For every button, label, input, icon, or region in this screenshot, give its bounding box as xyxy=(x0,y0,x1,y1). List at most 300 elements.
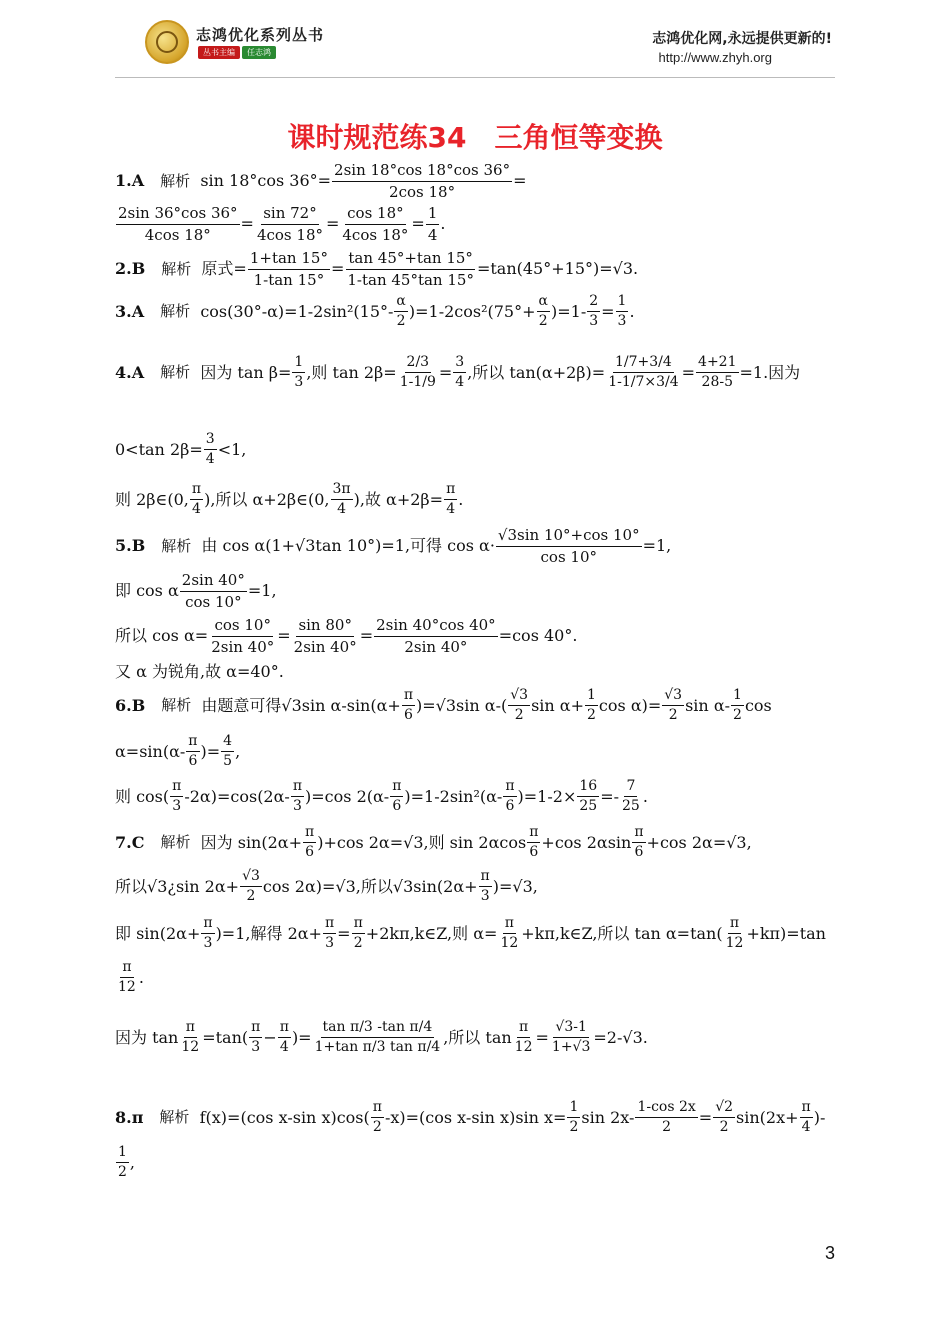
expr-text: 即 sin(2α+ xyxy=(115,923,201,943)
denominator: 6 xyxy=(392,798,402,815)
brand-title: 志鸿优化系列丛书 xyxy=(196,26,325,44)
fraction xyxy=(394,294,407,330)
analysis-label: 解析 xyxy=(160,363,191,382)
answer-number: 6.B xyxy=(115,695,162,715)
expr-text: +kπ,k∈Z,所以 tan α=tan( xyxy=(521,923,723,943)
denominator: 1-tan 45°tan 15° xyxy=(347,270,474,289)
denominator: 3 xyxy=(589,313,599,330)
answer-7-line-1 xyxy=(115,825,752,861)
fraction xyxy=(444,482,457,518)
answer-7-line-5 xyxy=(115,1020,648,1056)
expr-text: 因为 tan β= xyxy=(190,362,292,382)
answer-5-line-2 xyxy=(115,572,277,610)
denominator: 2 xyxy=(733,707,742,724)
denominator: 25 xyxy=(579,798,598,815)
analysis-label: 解析 xyxy=(161,696,192,715)
denominator: 6 xyxy=(529,844,539,861)
denominator: 6 xyxy=(505,798,515,815)
fraction xyxy=(345,250,476,288)
denominator: 4 xyxy=(427,225,438,244)
numerator: sin 80° xyxy=(296,617,354,637)
denominator: 4cos 18° xyxy=(342,225,409,244)
expr-text: ,则 tan 2β= xyxy=(306,362,397,382)
numerator: π xyxy=(503,779,516,797)
numerator: π xyxy=(728,916,741,934)
expr-text: − xyxy=(263,1027,277,1047)
expr-text: sin 2x- xyxy=(581,1107,635,1127)
fraction xyxy=(371,1100,384,1136)
denominator: 2 xyxy=(538,313,548,330)
fraction xyxy=(190,482,203,518)
compound-fraction xyxy=(398,355,438,391)
fraction xyxy=(567,1100,580,1136)
denominator: 2 xyxy=(587,707,596,724)
numerator: 1 xyxy=(616,294,629,312)
fraction xyxy=(537,294,550,330)
expr-text: )= xyxy=(200,741,221,761)
expr-text: =2-√3. xyxy=(593,1027,648,1047)
numerator: α xyxy=(537,294,550,312)
expr-text: =tan(45°+15°)=√3. xyxy=(476,259,639,278)
denominator: 12 xyxy=(725,935,744,952)
denominator: 2 xyxy=(118,1164,127,1181)
expr-text: )- xyxy=(813,1107,826,1127)
fraction xyxy=(374,617,498,655)
expr-text: = xyxy=(359,626,374,645)
expr-text: -x)=(cos x-sin x)sin x= xyxy=(384,1107,567,1127)
denominator: 1+√3 xyxy=(551,1039,591,1056)
numerator: π xyxy=(190,482,203,500)
numerator: 1 xyxy=(731,688,744,706)
analysis-label: 解析 xyxy=(160,833,191,852)
fraction xyxy=(550,1020,592,1056)
fraction xyxy=(255,205,325,243)
denominator: 4cos 18° xyxy=(144,225,211,244)
answer-1-line-2 xyxy=(115,205,445,243)
expr-text: 由 cos α(1+√3tan 10°)=1,可得 cos α· xyxy=(191,536,495,555)
expr-text: +cos 2α=√3, xyxy=(646,832,752,852)
numerator: 2sin 40°cos 40° xyxy=(374,617,498,637)
numerator: π xyxy=(503,916,516,934)
expr-text: 则 cos( xyxy=(115,786,170,806)
expr-text: = xyxy=(438,362,453,382)
numerator: √3 xyxy=(240,869,262,887)
numerator: π xyxy=(517,1020,530,1038)
numerator: 1 xyxy=(585,688,598,706)
denominator: 2 xyxy=(569,1119,579,1136)
answer-number: 5.B xyxy=(115,536,162,555)
expr-text: 因为 tan xyxy=(115,1027,179,1047)
denominator: 3 xyxy=(251,1039,261,1056)
chief-editor-label: 丛书主编 xyxy=(198,46,240,59)
fraction xyxy=(221,734,234,770)
numerator: 16 xyxy=(577,779,599,797)
fraction xyxy=(292,355,305,391)
analysis-label: 解析 xyxy=(159,1108,190,1127)
answer-number: 7.C xyxy=(115,832,161,852)
fraction xyxy=(498,916,520,952)
denominator: 4 xyxy=(192,501,201,518)
fraction xyxy=(240,869,262,905)
denominator: 2sin 40° xyxy=(404,637,468,656)
analysis-label: 解析 xyxy=(161,259,192,278)
answer-5-line-3 xyxy=(115,617,577,655)
expr-text: = xyxy=(535,1027,549,1047)
denominator: 2sin 40° xyxy=(211,637,275,656)
numerator: 3π xyxy=(331,482,353,500)
numerator: √3sin 10°+cos 10° xyxy=(496,527,642,547)
expr-text: )=cos 2(α- xyxy=(305,786,390,806)
expr-text: = xyxy=(698,1107,713,1127)
fraction xyxy=(170,779,183,815)
numerator: π xyxy=(186,734,199,752)
expr-text: ,所以 tan(α+2β)= xyxy=(467,362,606,382)
expr-text: +cos 2αsin xyxy=(541,832,632,852)
numerator: 1 xyxy=(292,355,305,373)
expr-text: sin α+ xyxy=(531,695,584,715)
fraction xyxy=(724,916,746,952)
numerator: π xyxy=(303,825,316,843)
expr-text: = xyxy=(513,171,527,190)
numerator: 2sin 40° xyxy=(180,572,247,592)
numerator: π xyxy=(323,916,336,934)
answer-7-line-2 xyxy=(115,869,538,905)
answer-3-line xyxy=(115,294,635,330)
expr-text: )=1-2× xyxy=(517,786,577,806)
numerator: π xyxy=(479,869,492,887)
answer-number: 2.B xyxy=(115,259,162,278)
denominator: 12 xyxy=(181,1039,200,1056)
fraction xyxy=(303,825,316,861)
answer-5-line-4 xyxy=(115,664,284,680)
expr-text: cos α)= xyxy=(598,695,662,715)
fraction xyxy=(340,205,410,243)
expr-text: )=√3sin α-( xyxy=(416,695,508,715)
numerator: π xyxy=(632,825,645,843)
denominator: cos 10° xyxy=(185,592,242,611)
expr-text: )=1-2cos²(75°+ xyxy=(408,301,536,321)
answer-6-line-2 xyxy=(115,734,240,770)
numerator: 3 xyxy=(453,355,466,373)
answer-6-line-1 xyxy=(115,688,772,724)
denominator: 1-1/7×3/4 xyxy=(608,374,679,391)
fraction xyxy=(527,825,540,861)
fraction xyxy=(249,1020,262,1056)
numerator: π xyxy=(527,825,540,843)
fraction xyxy=(278,1020,291,1056)
denominator: cos 10° xyxy=(540,547,597,566)
fraction xyxy=(731,688,744,724)
fraction xyxy=(204,432,217,468)
fraction xyxy=(116,1145,129,1181)
fraction xyxy=(390,779,403,815)
expr-text: =1, xyxy=(247,581,277,600)
answer-4-line-2 xyxy=(115,432,246,468)
fraction xyxy=(696,355,738,391)
denominator: 4 xyxy=(205,451,215,468)
denominator: 3 xyxy=(480,888,490,905)
numerator: π xyxy=(278,1020,291,1038)
fraction xyxy=(632,825,645,861)
numerator: α xyxy=(394,294,407,312)
numerator: π xyxy=(371,1100,384,1118)
denominator: 6 xyxy=(634,844,644,861)
expr-text: 原式= xyxy=(191,259,247,278)
numerator: sin 72° xyxy=(261,205,319,225)
numerator: cos 18° xyxy=(345,205,405,225)
expr-text: = xyxy=(277,626,291,645)
answer-5-line-1 xyxy=(115,527,671,565)
expr-text: -2α)=cos(2α- xyxy=(184,786,290,806)
fraction xyxy=(426,205,440,243)
denominator: 4 xyxy=(279,1039,289,1056)
numerator: 4+21 xyxy=(696,355,738,373)
expr-text: f(x)=(cos x-sin x)cos( xyxy=(189,1107,370,1127)
expr-text: cos xyxy=(744,695,772,715)
fraction xyxy=(331,482,353,518)
expr-text: cos(30°-α)=1-2sin²(15°- xyxy=(190,301,394,321)
expr-text: )=√3, xyxy=(492,876,538,896)
denominator: 6 xyxy=(305,844,315,861)
answer-4-line-3 xyxy=(115,482,463,518)
fraction xyxy=(713,1100,735,1136)
page-number: 3 xyxy=(824,1243,835,1263)
fraction xyxy=(800,1100,813,1136)
numerator: π xyxy=(201,916,214,934)
numerator: π xyxy=(402,688,415,706)
numerator: 1 xyxy=(426,205,440,225)
numerator: π xyxy=(291,779,304,797)
analysis-label: 解析 xyxy=(160,171,191,190)
denominator: 2 xyxy=(396,313,406,330)
denominator: 12 xyxy=(514,1039,533,1056)
fraction xyxy=(352,916,365,952)
fraction xyxy=(116,960,138,996)
analysis-label: 解析 xyxy=(161,536,192,555)
fraction xyxy=(508,688,530,724)
numerator: √3 xyxy=(508,688,530,706)
expr-text: )=1,解得 2α+ xyxy=(215,923,322,943)
answer-4-line-1 xyxy=(115,355,800,391)
denominator: 6 xyxy=(403,707,413,724)
expr-text: 则 2β∈(0, xyxy=(115,489,189,509)
numerator: 1-cos 2x xyxy=(635,1100,697,1118)
denominator: 2 xyxy=(372,1119,382,1136)
numerator: √2 xyxy=(713,1100,735,1118)
numerator: π xyxy=(444,482,457,500)
denominator: 28-5 xyxy=(701,374,733,391)
numerator: π xyxy=(170,779,183,797)
page-title: 课时规范练34 三角恒等变换 xyxy=(287,121,663,154)
fraction xyxy=(587,294,600,330)
expr-text: . xyxy=(642,786,648,806)
numerator: 4 xyxy=(221,734,234,752)
brand-subtitle xyxy=(198,46,276,59)
answer-1-line-1 xyxy=(115,162,526,200)
expr-text: =- xyxy=(600,786,619,806)
denominator: 12 xyxy=(500,935,519,952)
fraction xyxy=(402,688,415,724)
fraction xyxy=(503,779,516,815)
denominator: 5 xyxy=(223,753,233,770)
numerator: 7 xyxy=(624,779,637,797)
fraction xyxy=(180,572,247,610)
numerator: √3-1 xyxy=(553,1020,588,1038)
answer-8-line-2 xyxy=(115,1145,135,1181)
denominator: 3 xyxy=(325,935,335,952)
numerator: π xyxy=(184,1020,197,1038)
denominator: 25 xyxy=(622,798,640,815)
denominator: 3 xyxy=(294,374,304,391)
numerator: 2sin 18°cos 18°cos 36° xyxy=(332,162,512,182)
expr-text: =1, xyxy=(642,536,672,555)
fraction xyxy=(585,688,598,724)
answer-number: 1.A xyxy=(115,171,161,190)
fraction xyxy=(620,779,642,815)
fraction xyxy=(248,250,330,288)
numerator: 1 xyxy=(116,1145,129,1163)
fraction xyxy=(577,779,599,815)
numerator: π xyxy=(800,1100,813,1118)
denominator: 3 xyxy=(617,313,627,330)
denominator: 4cos 18° xyxy=(256,225,323,244)
expr-text: 0<tan 2β= xyxy=(115,439,203,459)
expr-text: sin α- xyxy=(685,695,731,715)
fraction xyxy=(186,734,199,770)
expr-text: )=1- xyxy=(550,301,587,321)
fraction xyxy=(201,916,214,952)
expr-text: = xyxy=(337,923,351,943)
numerator: 3 xyxy=(204,432,217,450)
expr-text: ,所以 tan xyxy=(443,1027,512,1047)
expr-text: = xyxy=(411,214,425,233)
fraction xyxy=(323,916,336,952)
numerator: π xyxy=(249,1020,262,1038)
analysis-label: 解析 xyxy=(160,302,191,321)
expr-text: 即 cos α xyxy=(115,581,179,600)
denominator: 4 xyxy=(801,1119,811,1136)
header-divider xyxy=(115,77,835,78)
expr-text: )= xyxy=(291,1027,312,1047)
denominator: 4 xyxy=(455,374,465,391)
expr-text: ),所以 α+2β∈(0, xyxy=(204,489,330,509)
fraction xyxy=(332,162,512,200)
denominator: 2 xyxy=(662,1119,672,1136)
numerator: tan 45°+tan 15° xyxy=(346,250,475,270)
fraction xyxy=(662,688,684,724)
denominator: 3 xyxy=(172,798,182,815)
fraction xyxy=(291,779,304,815)
denominator: 2 xyxy=(353,935,363,952)
fraction xyxy=(513,1020,535,1056)
denominator: 2 xyxy=(246,888,256,905)
expr-text: =tan( xyxy=(202,1027,249,1047)
expr-text: 又 α 为锐角,故 α=40°. xyxy=(115,662,284,681)
brand-logo-icon xyxy=(145,20,189,64)
expr-text: ),故 α+2β= xyxy=(353,489,444,509)
fraction xyxy=(179,1020,201,1056)
numerator: 1+tan 15° xyxy=(248,250,330,270)
denominator: 3 xyxy=(292,798,302,815)
expr-text: +kπ)=tan xyxy=(746,923,826,943)
expr-text: = xyxy=(330,259,345,278)
expr-text: , xyxy=(235,741,241,761)
answer-7-line-4 xyxy=(115,960,144,996)
expr-text: sin(2x+ xyxy=(736,1107,799,1127)
denominator: 3 xyxy=(203,935,213,952)
numerator: 2sin 36°cos 36° xyxy=(116,205,240,225)
numerator: cos 10° xyxy=(212,617,272,637)
numerator: 2 xyxy=(587,294,600,312)
numerator: 1/7+3/4 xyxy=(613,355,674,373)
expr-text: = xyxy=(325,214,340,233)
numerator: π xyxy=(120,960,133,978)
denominator: 12 xyxy=(118,979,136,996)
expr-text: =1.因为 xyxy=(739,362,801,382)
denominator: 2 xyxy=(719,1119,729,1136)
answer-number: 3.A xyxy=(115,301,161,321)
denominator: 1-tan 15° xyxy=(253,270,325,289)
denominator: 1+tan π/3 tan π/4 xyxy=(314,1039,441,1056)
answer-number: 8.π xyxy=(115,1107,160,1127)
denominator: 2sin 40° xyxy=(293,637,357,656)
denominator: 4 xyxy=(446,501,456,518)
expr-text: α=sin(α- xyxy=(115,741,186,761)
fraction xyxy=(209,617,276,655)
fraction xyxy=(479,869,492,905)
denominator: 6 xyxy=(188,753,198,770)
answer-8-line-1 xyxy=(115,1100,825,1136)
expr-text: 所以 cos α= xyxy=(115,626,209,645)
answer-7-line-3 xyxy=(115,916,826,952)
fraction xyxy=(496,527,642,565)
chief-editor-name: 任志鸿 xyxy=(242,46,276,59)
expr-text: . xyxy=(440,214,446,233)
expr-text: = xyxy=(240,214,254,233)
fraction xyxy=(116,205,240,243)
expr-text: =cos 40°. xyxy=(498,626,578,645)
expr-text: <1, xyxy=(217,439,247,459)
expr-text: = xyxy=(681,362,696,382)
expr-text: . xyxy=(458,489,464,509)
expr-text: +2kπ,k∈Z,则 α= xyxy=(365,923,498,943)
expr-text: 由题意可得√3sin α-sin(α+ xyxy=(191,695,401,715)
header-url[interactable]: http://www.zhyh.org xyxy=(658,50,772,65)
expr-text: )=1-2sin²(α- xyxy=(404,786,503,806)
numerator: 2/3 xyxy=(405,355,432,373)
expr-text: sin 18°cos 36°= xyxy=(190,171,332,190)
expr-text: , xyxy=(129,1152,136,1172)
expr-text: 因为 sin(2α+ xyxy=(190,832,302,852)
answer-number: 4.A xyxy=(115,362,161,382)
header-slogan: 志鸿优化网,永远提供更新的! xyxy=(652,31,832,47)
numerator: 1 xyxy=(567,1100,580,1118)
compound-fraction xyxy=(313,1020,443,1056)
fraction xyxy=(453,355,466,391)
denominator: 1-1/9 xyxy=(399,374,436,391)
expr-text: . xyxy=(138,967,144,987)
denominator: 2cos 18° xyxy=(389,182,456,201)
fraction xyxy=(635,1100,697,1136)
expr-text: = xyxy=(601,301,615,321)
answer-2-line xyxy=(115,250,638,288)
numerator: √3 xyxy=(662,688,684,706)
fraction xyxy=(292,617,359,655)
expr-text: 所以√3¿sin 2α+ xyxy=(115,876,240,896)
compound-fraction xyxy=(606,355,680,391)
numerator: tan π/3 -tan π/4 xyxy=(321,1020,435,1038)
denominator: 2 xyxy=(668,707,678,724)
